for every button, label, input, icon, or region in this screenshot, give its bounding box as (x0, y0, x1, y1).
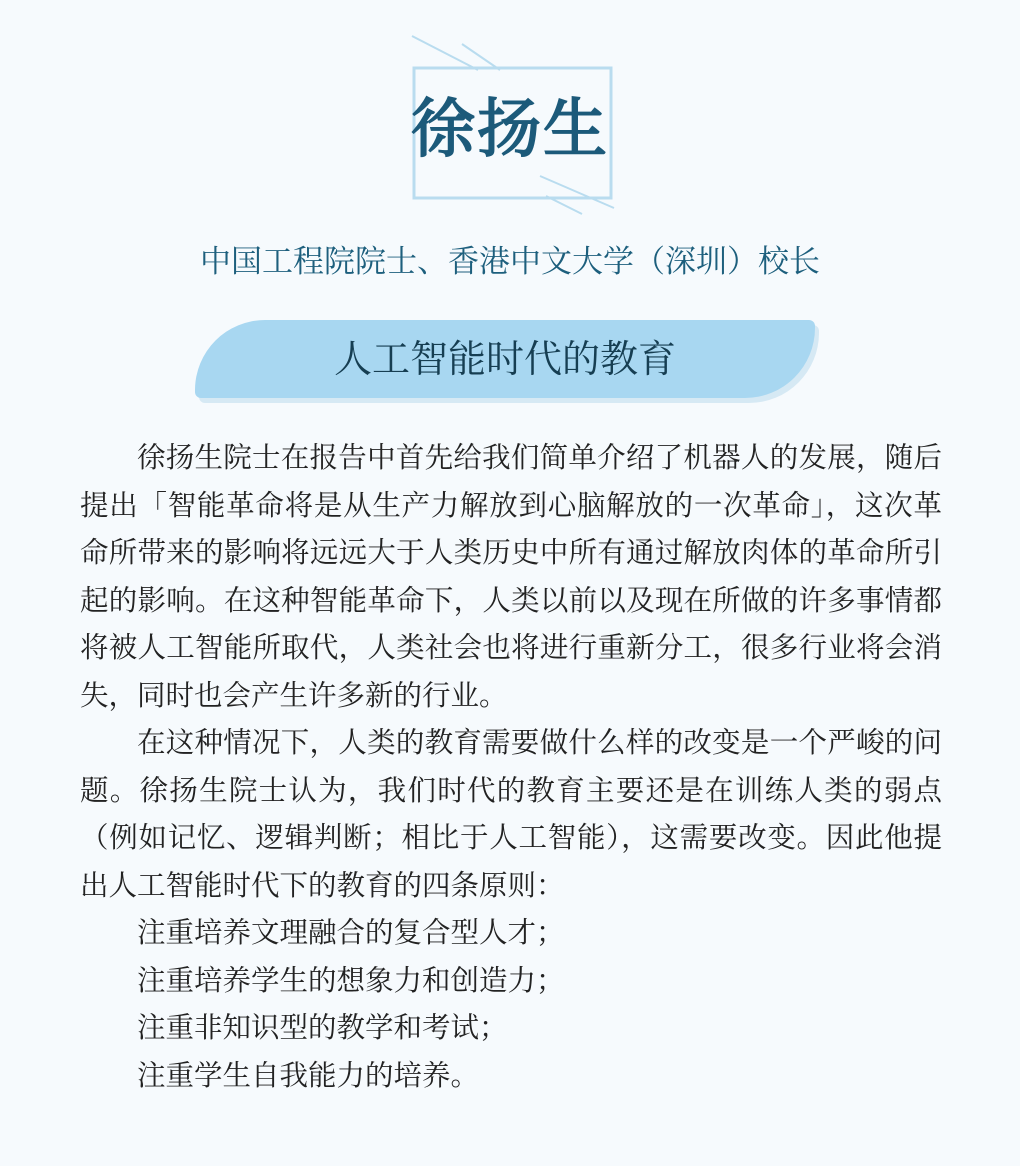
speaker-title: 中国工程院院士、香港中文大学（深圳）校长 (200, 244, 820, 280)
principle-item: 注重培养学生的想象力和创造力； (137, 963, 565, 997)
speaker-name: 徐扬生 (411, 92, 609, 167)
principle-item: 注重非知识型的教学和考试； (137, 1011, 508, 1044)
principles-list (80, 909, 942, 1099)
paragraph-2: 在这种情况下，人类的教育需要做什么样的改变是一个严峻的问题。徐扬生院士认为，我们时代的教育主要还是在训练人类的弱点（例如记忆、逻辑判断；相比于人工智能），这需要改变。因此他提出人工智能时代下的教育的四条原则： (80, 726, 942, 902)
section-title: 人工智能时代的教育 (333, 337, 676, 381)
principle-item: 注重培养文理融合的复合型人才； (137, 916, 565, 949)
paragraph-1: 徐扬生院士在报告中首先给我们简单介绍了机器人的发展，随后提出「智能革命将是从生产力解放到心脑解放的一次革命」，这次革命所带来的影响将远远大于人类历史中所有通过解放肉体的革命所引起的影响。在这种智能革命下，人类以前以及现在所做的许多事情都将被人工智能所取代，人类社会也将进行重新分工，很多行业将会消失，同时也会产生许多新的行业。 (80, 441, 942, 712)
article-body (80, 434, 942, 1099)
principle-item: 注重学生自我能力的培养。 (137, 1058, 480, 1092)
